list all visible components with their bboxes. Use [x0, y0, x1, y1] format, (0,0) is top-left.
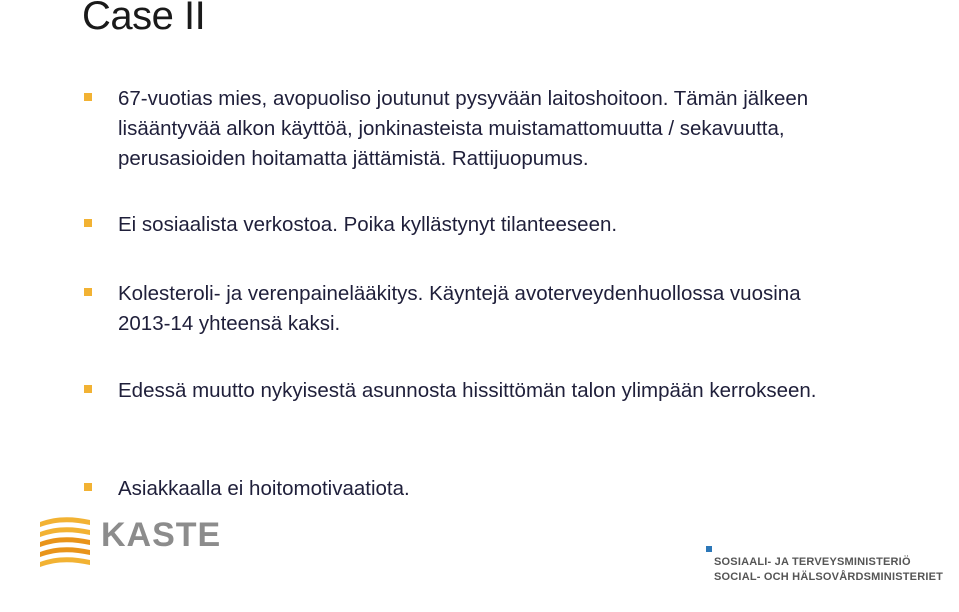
kaste-logo [38, 514, 222, 570]
bullet-item [118, 84, 858, 174]
bullet-item [118, 376, 858, 406]
ministry-name-finnish: SOSIAALI- JA TERVEYSMINISTERIÖ [714, 556, 911, 568]
bullet-text: 67-vuotias mies, avopuoliso joutunut pysyvään laitoshoitoon. Tämän jälkeen lisääntyvää alkon käyttöä, jonkinasteista muistamattomuutta / sekavuutta, perusasioiden hoitamatta jättämistä. Rattijuopumus. [118, 87, 809, 170]
bullet-item [118, 279, 858, 339]
ministry-name-swedish: SOCIAL- OCH HÄLSOVÅRDSMINISTERIET [714, 571, 944, 583]
bullet-square-icon [84, 219, 92, 227]
bullet-square-icon [84, 483, 92, 491]
bullet-square-icon [84, 385, 92, 393]
bullet-item [118, 474, 858, 504]
slide-title: Case II [82, 0, 206, 38]
ministry-logo [706, 546, 946, 591]
ministry-square-icon [706, 546, 712, 552]
bullet-item [118, 210, 858, 240]
bullet-text: Kolesteroli- ja verenpainelääkitys. Käyntejä avoterveydenhuollossa vuosina 2013-14 yhteensä kaksi. [118, 282, 801, 335]
bullet-square-icon [84, 93, 92, 101]
kaste-wave-icon [38, 514, 96, 570]
bullet-text: Asiakkaalla ei hoitomotivaatiota. [118, 477, 410, 500]
bullet-text: Ei sosiaalista verkostoa. Poika kyllästynyt tilanteeseen. [118, 213, 618, 236]
bullet-square-icon [84, 288, 92, 296]
kaste-wordmark: KASTE [101, 516, 222, 554]
bullet-text: Edessä muutto nykyisestä asunnosta hissittömän talon ylimpään kerrokseen. [118, 379, 817, 402]
